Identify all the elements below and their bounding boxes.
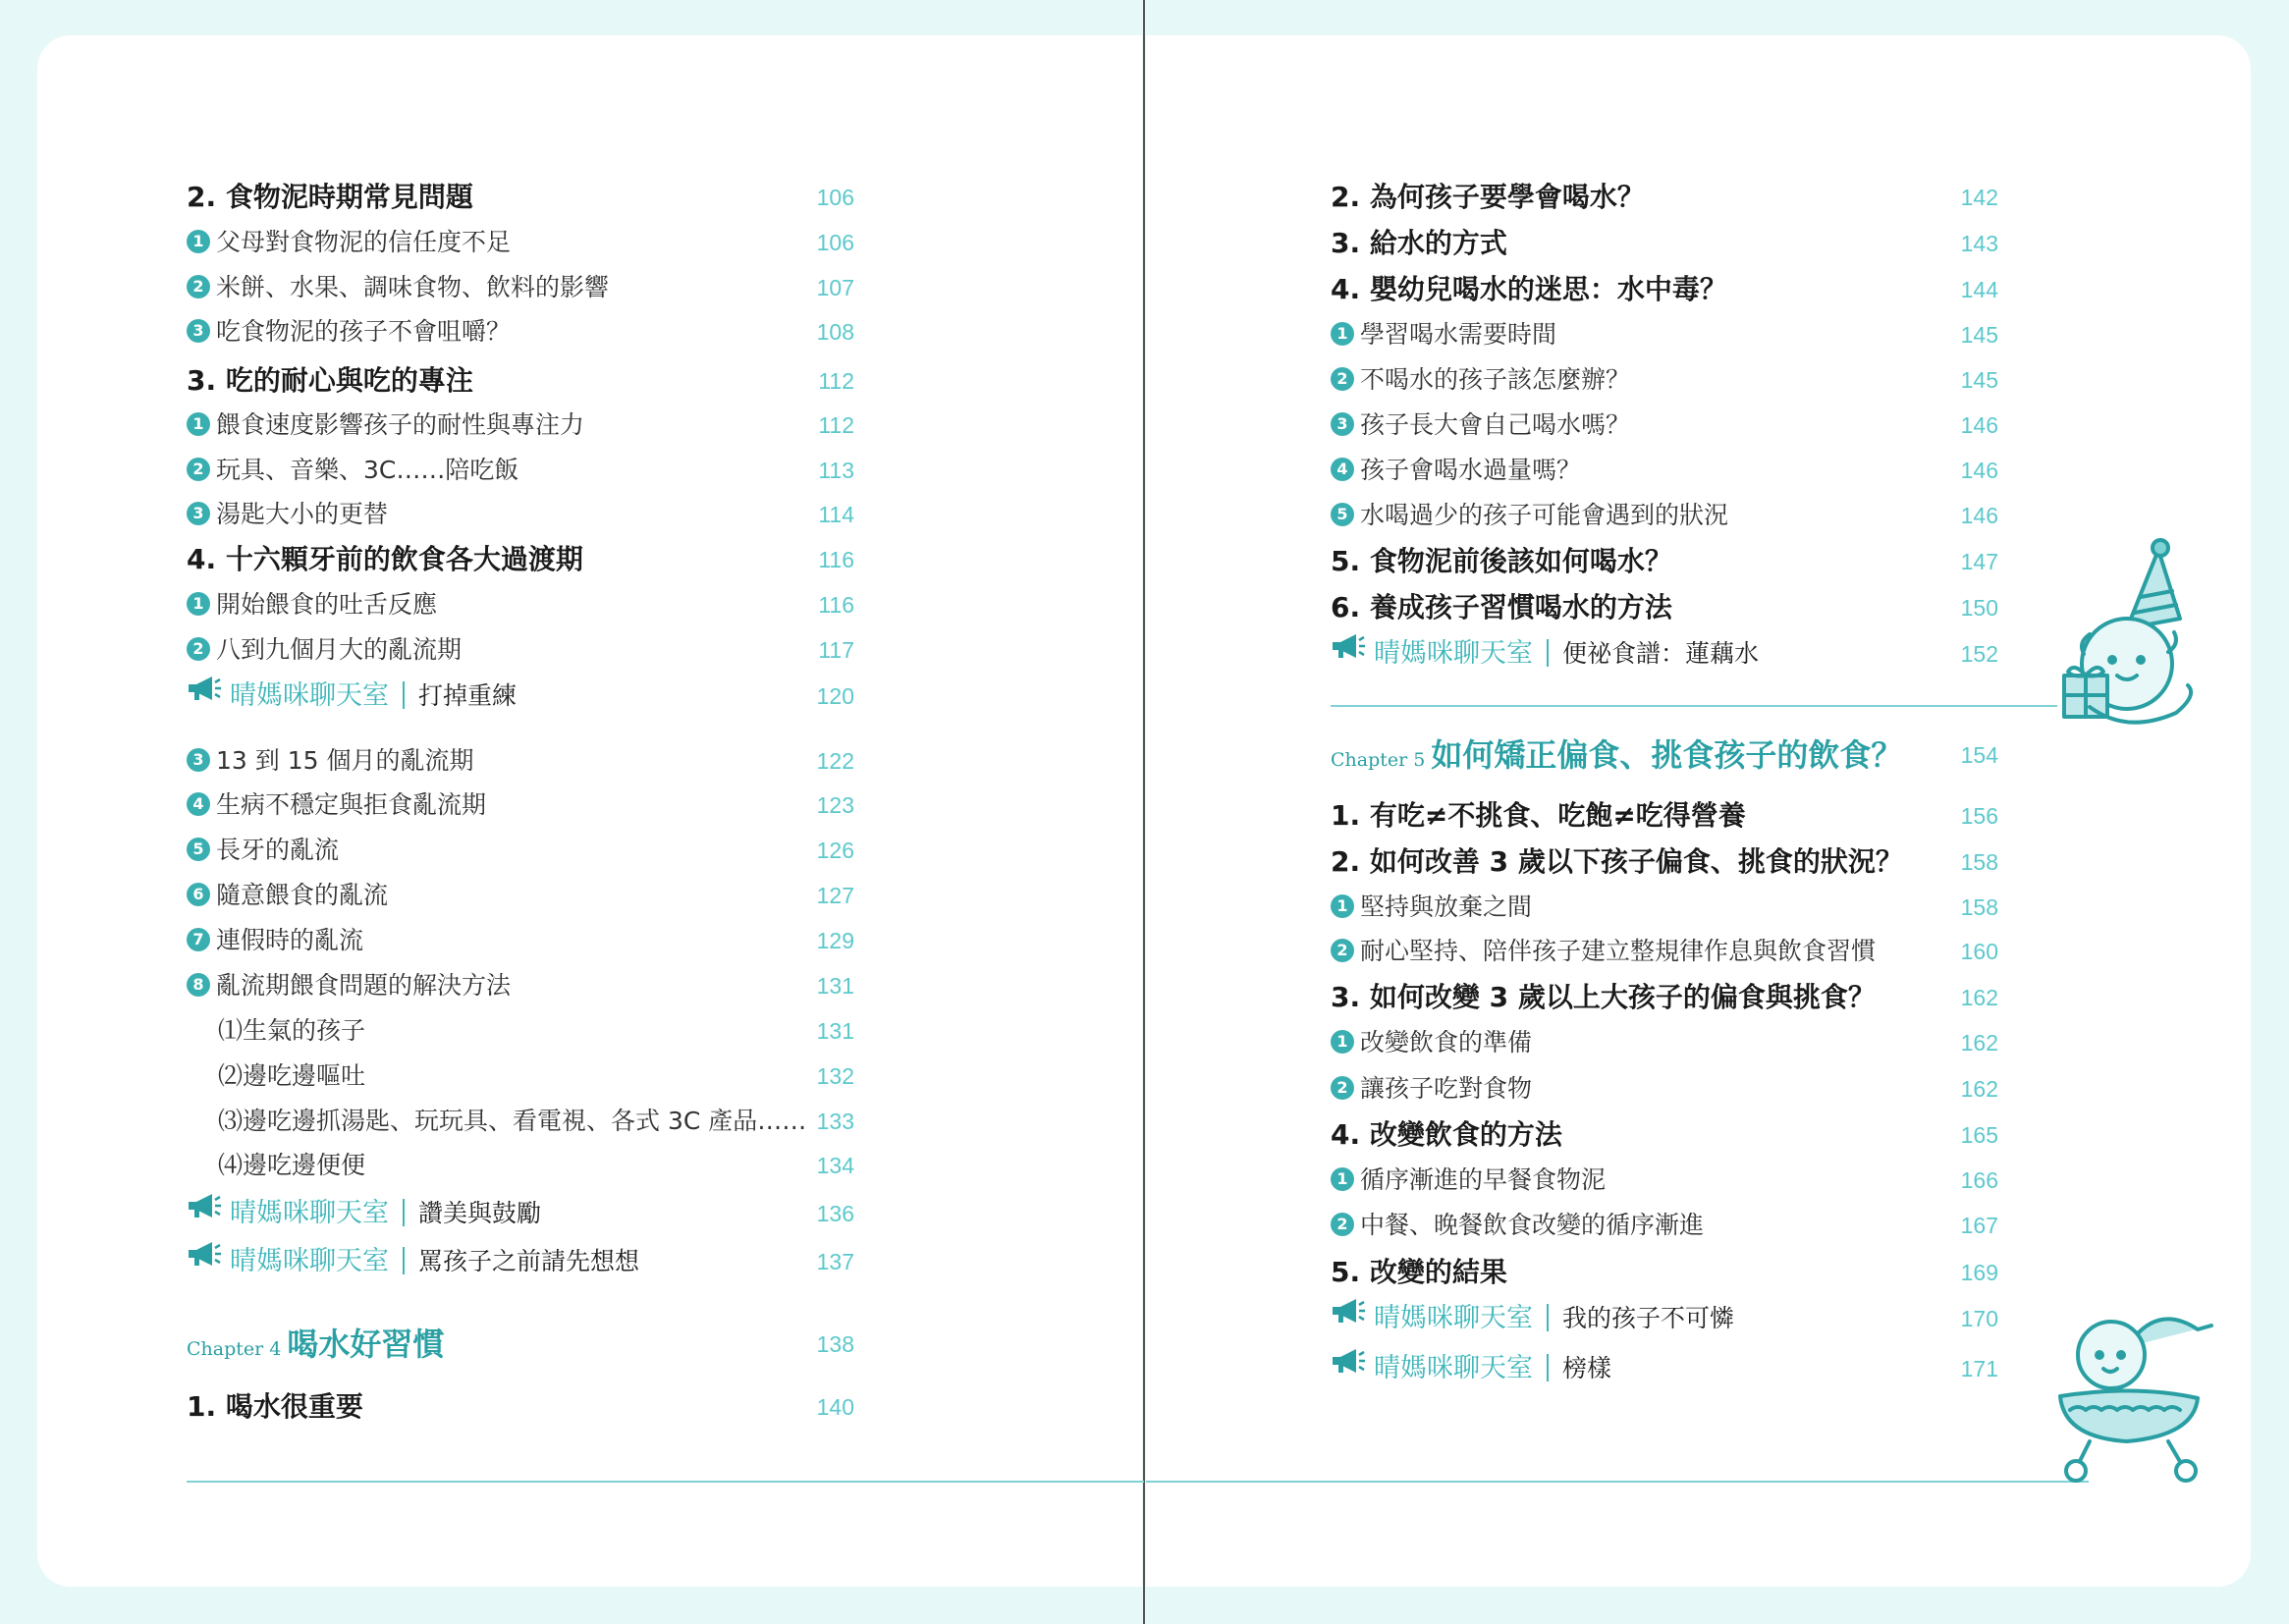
page-number: 126 <box>816 838 854 863</box>
toc-entry-text: 開始餵食的吐舌反應 <box>216 590 438 619</box>
page-number: 108 <box>816 319 854 345</box>
page-number: 166 <box>1960 1167 1998 1193</box>
toc-entry-section[interactable] <box>187 537 854 582</box>
toc-entry-sub[interactable] <box>187 783 854 828</box>
page-number: 145 <box>1960 322 1998 348</box>
toc-entry-title <box>1331 839 1903 885</box>
page-number: 123 <box>816 792 854 818</box>
page-number: 162 <box>1960 1030 1998 1056</box>
toc-entry-title <box>1331 221 1507 266</box>
item-number-badge: 5 <box>187 838 210 861</box>
toc-entry-section[interactable] <box>1331 175 1998 220</box>
toc-entry-title <box>1331 1020 1532 1065</box>
toc-entry-text: 4. 嬰幼兒喝水的迷思：水中毒？ <box>1331 273 1727 305</box>
toc-entry-title <box>187 1099 806 1144</box>
page-number: 167 <box>1960 1213 1998 1238</box>
toc-entry-title <box>1331 175 1645 220</box>
toc-entry-text: 連假時的亂流 <box>216 926 364 954</box>
toc-entry-sub[interactable] <box>1331 1066 1998 1111</box>
chat-topic: 榜樣 <box>1562 1354 1612 1382</box>
page-number: 137 <box>816 1249 854 1274</box>
toc-entry-sub[interactable] <box>1331 1203 1998 1248</box>
page-number: 171 <box>1960 1356 1998 1381</box>
toc-entry-title <box>187 358 473 404</box>
toc-entry-text: 1. 有吃≠不挑食、吃飽≠吃得營養 <box>1331 799 1746 832</box>
toc-entry-title <box>1331 585 1672 630</box>
page-number: 129 <box>816 928 854 953</box>
item-number-badge: 3 <box>187 748 210 772</box>
toc-entry-text: 不喝水的孩子該怎麼辦？ <box>1360 365 1631 394</box>
item-number-badge: 2 <box>1331 367 1354 391</box>
toc-entry-title <box>187 738 473 784</box>
chat-topic: 便祕食譜：蓮藕水 <box>1562 639 1760 668</box>
item-number-badge: 2 <box>187 637 210 661</box>
page-number: 146 <box>1960 503 1998 528</box>
toc-entry-title <box>187 448 518 493</box>
toc-entry-section[interactable] <box>1331 975 1998 1020</box>
chat-topic: 罵孩子之前請先想想 <box>418 1247 640 1275</box>
toc-entry-sub[interactable] <box>1331 448 1998 493</box>
toc-entry-title <box>1331 793 1746 839</box>
separator-bar <box>403 1199 405 1226</box>
chat-column-label: 晴媽咪聊天室 <box>1374 1353 1533 1383</box>
toc-entry-text: 玩具、音樂、3C……陪吃飯 <box>216 456 519 484</box>
toc-entry-text: 生病不穩定與拒食亂流期 <box>216 790 487 819</box>
right-bottom-rule <box>1146 1481 2089 1483</box>
toc-entry-title <box>1331 1112 1562 1158</box>
toc-entry-title <box>1331 975 1876 1020</box>
page-number: 165 <box>1960 1122 1998 1148</box>
toc-entry-text: 耐心堅持、陪伴孩子建立整規律作息與飲食習慣 <box>1360 937 1877 965</box>
page-number: 116 <box>818 592 854 618</box>
chat-topic: 讚美與鼓勵 <box>418 1199 542 1227</box>
toc-entry-title <box>1331 357 1630 403</box>
toc-entry-title <box>187 627 462 673</box>
toc-entry-title <box>1331 1250 1507 1295</box>
toc-entry-text: 父母對食物泥的信任度不足 <box>216 228 512 256</box>
page-number: 138 <box>816 1331 854 1357</box>
toc-entry-section[interactable] <box>1331 1250 1998 1295</box>
toc-entry-title <box>187 1008 365 1054</box>
toc-entry-chapter[interactable] <box>187 1322 854 1367</box>
toc-entry-text: 改變飲食的準備 <box>1360 1028 1533 1056</box>
toc-entry-text: 亂流期餵食問題的解決方法 <box>216 971 512 1000</box>
page-number: 144 <box>1960 277 1998 302</box>
toc-entry-title <box>187 492 388 537</box>
megaphone-icon <box>187 672 222 717</box>
item-number-badge: 2 <box>187 458 210 481</box>
toc-entry-text: 堅持與放棄之間 <box>1360 893 1533 921</box>
toc-entry-text: ⑴生氣的孩子 <box>218 1016 366 1045</box>
chapter-label: Chapter 4 <box>187 1338 282 1360</box>
toc-entry-sub[interactable] <box>1331 929 1998 974</box>
chat-column-label: 晴媽咪聊天室 <box>1374 1303 1533 1333</box>
separator-bar <box>1547 639 1549 667</box>
page-number: 133 <box>816 1109 854 1134</box>
toc-entry-text: 長牙的亂流 <box>216 836 340 864</box>
page-number: 132 <box>816 1063 854 1089</box>
toc-entry-section[interactable] <box>187 358 854 404</box>
party-baby-illustration <box>2050 538 2222 739</box>
chapter5-divider <box>1331 705 2057 707</box>
toc-entry-text: ⑶邊吃邊抓湯匙、玩玩具、看電視、各式 3C 產品…… <box>218 1107 807 1135</box>
toc-entry-text: 孩子長大會自己喝水嗎？ <box>1360 410 1631 439</box>
toc-entry-section[interactable] <box>1331 793 1998 839</box>
item-number-badge: 4 <box>1331 458 1354 481</box>
toc-entry-text: 隨意餵食的亂流 <box>216 881 389 909</box>
toc-entry-sub[interactable] <box>1331 403 1998 448</box>
toc-entry-title <box>187 175 473 220</box>
toc-entry-title <box>187 1322 444 1373</box>
chapter-title: 喝水好習慣 <box>287 1326 445 1363</box>
toc-entry-text: 吃食物泥的孩子不會咀嚼？ <box>216 317 512 346</box>
page-number: 146 <box>1960 412 1998 438</box>
chapter-title: 如何矯正偏食、挑食孩子的飲食？ <box>1431 736 1903 774</box>
item-number-badge: 3 <box>187 319 210 343</box>
toc-entry-sub[interactable] <box>187 309 854 354</box>
toc-entry-text: ⑵邊吃邊嘔吐 <box>218 1061 366 1090</box>
toc-entry-sub[interactable] <box>187 738 854 784</box>
item-number-badge: 8 <box>187 973 210 997</box>
toc-entry-title <box>1331 539 1672 584</box>
toc-entry-section[interactable] <box>1331 221 1998 266</box>
toc-entry-section[interactable] <box>1331 1112 1998 1158</box>
page-number: 160 <box>1960 939 1998 964</box>
stroller-baby-illustration <box>2050 1308 2227 1489</box>
toc-entry-text: 3. 給水的方式 <box>1331 227 1507 259</box>
page-number: 162 <box>1960 985 1998 1010</box>
toc-entry-text: 4. 改變飲食的方法 <box>1331 1118 1562 1151</box>
toc-entry-title <box>1331 1346 1611 1392</box>
item-number-badge: 2 <box>1331 1076 1354 1100</box>
toc-entry-text: 4. 十六顆牙前的飲食各大過渡期 <box>187 543 583 575</box>
page-number: 122 <box>816 748 854 774</box>
page-number: 147 <box>1960 549 1998 574</box>
item-number-badge: 1 <box>1331 1030 1354 1054</box>
toc-entry-sub[interactable] <box>187 448 854 493</box>
toc-entry-sub[interactable] <box>1331 357 1998 403</box>
toc-entry-sub[interactable] <box>187 963 854 1008</box>
toc-entry-text: 孩子會喝水過量嗎？ <box>1360 456 1582 484</box>
item-number-badge: 2 <box>187 275 210 298</box>
item-number-badge: 2 <box>1331 939 1354 962</box>
toc-entry-text: 13 到 15 個月的亂流期 <box>216 746 474 775</box>
toc-entry-sub[interactable] <box>1331 493 1998 538</box>
page-number: 127 <box>816 883 854 908</box>
item-number-badge: 4 <box>187 792 210 816</box>
toc-entry-title <box>187 1054 365 1099</box>
toc-entry-title <box>187 828 339 873</box>
toc-entry-sub[interactable] <box>1331 312 1998 357</box>
toc-entry-sub[interactable] <box>187 918 854 963</box>
item-number-badge: 1 <box>1331 894 1354 918</box>
item-number-badge: 1 <box>187 592 210 616</box>
page-number: 117 <box>818 637 854 663</box>
page-number: 150 <box>1960 595 1998 621</box>
toc-entry-sub[interactable] <box>187 265 854 310</box>
toc-entry-title <box>1331 312 1556 357</box>
toc-entry-section[interactable] <box>1331 585 1998 630</box>
toc-entry-text: 5. 食物泥前後該如何喝水？ <box>1331 545 1672 577</box>
page-number: 146 <box>1960 458 1998 483</box>
toc-entry-title <box>187 265 609 310</box>
page-number: 106 <box>816 185 854 210</box>
toc-entry-title <box>1331 403 1630 448</box>
page-number: 113 <box>818 458 854 483</box>
toc-entry-title <box>187 220 511 265</box>
toc-entry-chapter[interactable] <box>1331 732 1998 778</box>
toc-entry-sub[interactable] <box>187 403 854 448</box>
page-number: 143 <box>1960 231 1998 256</box>
toc-entry-title <box>1331 1066 1532 1111</box>
toc-entry-title <box>187 309 511 354</box>
megaphone-icon <box>1331 629 1366 675</box>
toc-entry-title <box>1331 448 1581 493</box>
toc-entry-text: 米餅、水果、調味食物、飲料的影響 <box>216 273 610 301</box>
chapter-label: Chapter 5 <box>1331 749 1426 771</box>
toc-entry-subsub[interactable] <box>187 1054 854 1099</box>
toc-entry-title <box>187 1143 365 1188</box>
toc-entry-title <box>1331 493 1728 538</box>
toc-entry-sub[interactable] <box>187 873 854 918</box>
toc-entry-text: 2. 為何孩子要學會喝水？ <box>1331 181 1645 213</box>
toc-entry-chat[interactable] <box>1331 1346 1998 1391</box>
page-number: 158 <box>1960 894 1998 920</box>
toc-entry-chat[interactable] <box>187 674 854 719</box>
toc-entry-text: 讓孩子吃對食物 <box>1360 1074 1533 1103</box>
toc-entry-title <box>187 582 437 627</box>
megaphone-icon <box>1331 1344 1366 1389</box>
item-number-badge: 3 <box>187 502 210 525</box>
toc-entry-title <box>187 873 388 918</box>
toc-entry-title <box>187 783 486 828</box>
page-number: 106 <box>816 230 854 255</box>
page-number: 131 <box>816 973 854 999</box>
chat-topic: 打掉重練 <box>418 681 518 710</box>
page-number: 136 <box>816 1201 854 1226</box>
toc-entry-text: 3. 吃的耐心與吃的專注 <box>187 364 473 397</box>
toc-entry-sub[interactable] <box>187 582 854 627</box>
toc-entry-text: 八到九個月大的亂流期 <box>216 635 463 664</box>
toc-entry-section[interactable] <box>1331 839 1998 885</box>
toc-entry-text: 湯匙大小的更替 <box>216 500 389 528</box>
page-number: 142 <box>1960 185 1998 210</box>
page-number: 112 <box>818 368 854 394</box>
separator-bar <box>403 1247 405 1274</box>
toc-entry-section[interactable] <box>187 1384 854 1430</box>
separator-bar <box>1547 1354 1549 1381</box>
item-number-badge: 3 <box>1331 412 1354 436</box>
toc-entry-title <box>1331 631 1759 677</box>
book-spine <box>1143 0 1145 1624</box>
toc-entry-sub[interactable] <box>187 627 854 673</box>
toc-entry-sub[interactable] <box>1331 1020 1998 1065</box>
toc-entry-section[interactable] <box>1331 539 1998 584</box>
page-number: 145 <box>1960 367 1998 393</box>
chat-column-label: 晴媽咪聊天室 <box>1374 638 1533 669</box>
page-number: 170 <box>1960 1306 1998 1331</box>
page-number: 154 <box>1960 742 1998 768</box>
page-number: 134 <box>816 1153 854 1178</box>
toc-entry-chat[interactable] <box>187 1191 854 1236</box>
toc-entry-text: ⑷邊吃邊便便 <box>218 1151 366 1179</box>
toc-entry-sub[interactable] <box>187 492 854 537</box>
toc-entry-title <box>187 1384 363 1430</box>
item-number-badge: 5 <box>1331 503 1354 526</box>
toc-entry-title <box>187 537 583 582</box>
chat-column-label: 晴媽咪聊天室 <box>230 1198 389 1228</box>
toc-entry-chat[interactable] <box>1331 631 1998 677</box>
toc-entry-sub[interactable] <box>187 828 854 873</box>
page-number: 140 <box>816 1394 854 1420</box>
toc-entry-text: 中餐、晚餐飲食改變的循序漸進 <box>1360 1211 1705 1239</box>
toc-entry-section[interactable] <box>1331 267 1998 312</box>
separator-bar <box>1547 1304 1549 1331</box>
page-number: 169 <box>1960 1260 1998 1285</box>
toc-entry-chat[interactable] <box>1331 1296 1998 1341</box>
toc-entry-title <box>1331 1158 1606 1203</box>
megaphone-icon <box>1331 1294 1366 1339</box>
toc-entry-title <box>187 403 584 448</box>
toc-entry-text: 餵食速度影響孩子的耐性與專注力 <box>216 410 585 439</box>
chat-column-label: 晴媽咪聊天室 <box>230 680 389 711</box>
item-number-badge: 1 <box>1331 1167 1354 1191</box>
page-number: 116 <box>818 547 854 572</box>
toc-entry-title <box>187 1239 639 1285</box>
page-number: 107 <box>816 275 854 300</box>
toc-entry-section[interactable] <box>187 175 854 220</box>
page-number: 152 <box>1960 641 1998 667</box>
item-number-badge: 1 <box>1331 322 1354 346</box>
separator-bar <box>403 681 405 709</box>
chat-topic: 我的孩子不可憐 <box>1562 1304 1735 1332</box>
toc-entry-title <box>1331 1203 1704 1248</box>
page-number: 114 <box>818 502 854 527</box>
toc-entry-chat[interactable] <box>187 1239 854 1284</box>
toc-entry-text: 5. 改變的結果 <box>1331 1256 1507 1288</box>
left-bottom-rule <box>187 1481 1144 1483</box>
toc-entry-text: 3. 如何改變 3 歲以上大孩子的偏食與挑食？ <box>1331 981 1876 1013</box>
toc-entry-subsub[interactable] <box>187 1008 854 1054</box>
item-number-badge: 6 <box>187 883 210 906</box>
toc-entry-title <box>1331 885 1532 930</box>
chat-column-label: 晴媽咪聊天室 <box>230 1246 389 1276</box>
megaphone-icon <box>187 1237 222 1282</box>
toc-entry-text: 6. 養成孩子習慣喝水的方法 <box>1331 591 1672 623</box>
toc-entry-subsub[interactable] <box>187 1143 854 1188</box>
toc-entry-title <box>1331 929 1876 974</box>
toc-entry-sub[interactable] <box>187 220 854 265</box>
toc-entry-sub[interactable] <box>1331 1158 1998 1203</box>
toc-entry-subsub[interactable] <box>187 1099 854 1144</box>
item-number-badge: 1 <box>187 412 210 436</box>
item-number-badge: 1 <box>187 230 210 253</box>
toc-entry-text: 2. 食物泥時期常見問題 <box>187 181 473 213</box>
page-number: 156 <box>1960 803 1998 829</box>
toc-entry-sub[interactable] <box>1331 885 1998 930</box>
toc-entry-title <box>187 1191 541 1237</box>
toc-entry-title <box>1331 732 1902 784</box>
toc-entry-text: 學習喝水需要時間 <box>1360 320 1557 349</box>
toc-entry-title <box>187 963 511 1008</box>
toc-entry-title <box>1331 1296 1734 1342</box>
toc-entry-title <box>187 918 363 963</box>
item-number-badge: 2 <box>1331 1213 1354 1236</box>
toc-entry-title <box>187 674 517 720</box>
page-number: 131 <box>816 1018 854 1044</box>
toc-entry-text: 水喝過少的孩子可能會遇到的狀況 <box>1360 501 1729 529</box>
page-number: 112 <box>818 412 854 438</box>
item-number-badge: 7 <box>187 928 210 951</box>
page-number: 120 <box>816 683 854 709</box>
toc-entry-text: 2. 如何改善 3 歲以下孩子偏食、挑食的狀況？ <box>1331 845 1903 878</box>
toc-entry-text: 循序漸進的早餐食物泥 <box>1360 1165 1607 1194</box>
page-number: 158 <box>1960 849 1998 875</box>
megaphone-icon <box>187 1189 222 1234</box>
toc-entry-title <box>1331 267 1727 312</box>
toc-entry-text: 1. 喝水很重要 <box>187 1390 363 1423</box>
page-number: 162 <box>1960 1076 1998 1102</box>
